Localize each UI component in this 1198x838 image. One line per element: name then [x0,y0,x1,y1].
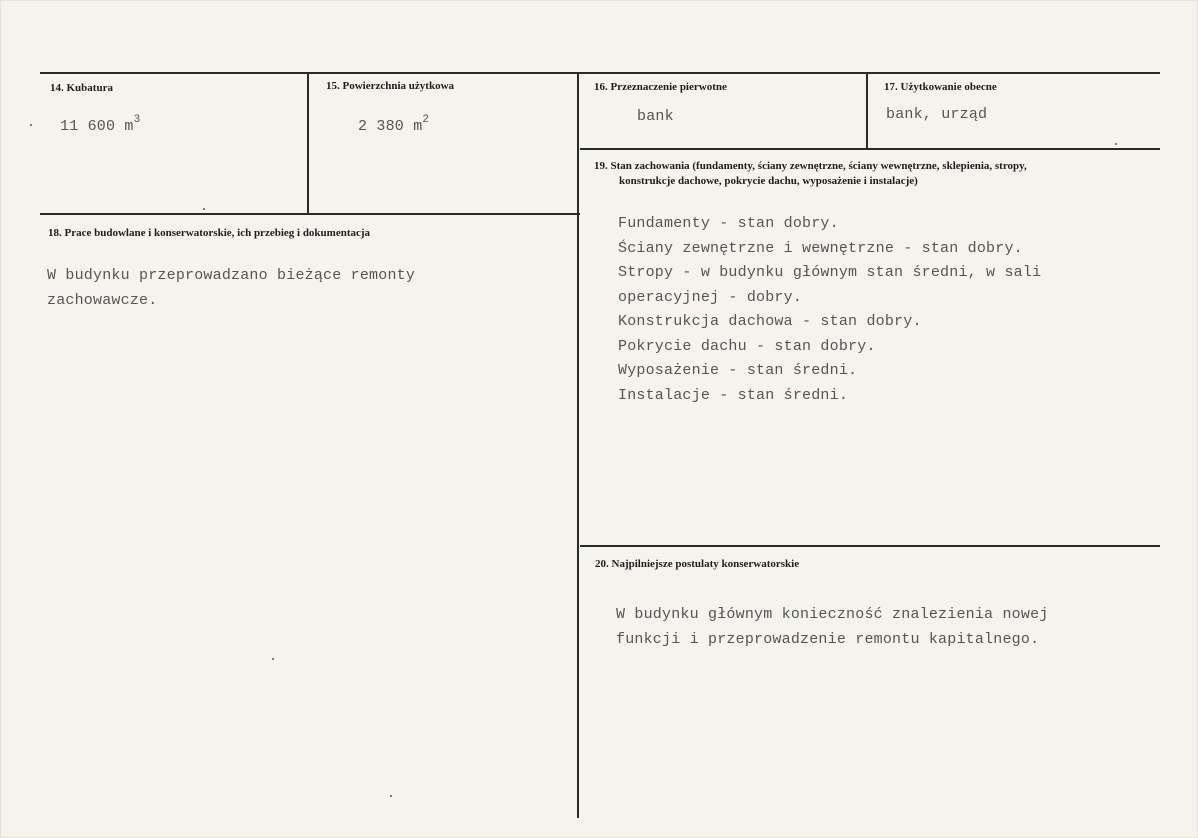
field-20-text [616,603,1048,652]
field-19-label-line-1: 19. Stan zachowania (fundamenty, ściany zewnętrzne, ściany wewnętrzne, sklepienia, stropy, [594,160,1027,172]
field-20-line: funkcji i przeprowadzenie remontu kapitalnego. [616,630,1040,648]
field-19-line: Wyposażenie - stan średni. [618,362,858,379]
field-15-label: 15. Powierzchnia użytkowa [326,80,455,92]
top-rule [40,72,1160,74]
paper-speck [30,124,32,126]
field-19-line: Fundamenty - stan dobry. [618,215,839,232]
field-19-line: Instalacje - stan średni. [618,386,849,404]
field-15-number: 2 380 m [358,118,423,135]
paper-speck [1115,143,1117,145]
field-14-exponent: 3 [133,114,141,126]
field-19-line: Konstrukcja dachowa - stan dobry. [618,313,922,330]
field-14-number: 11 600 m [60,118,134,135]
field-14-value [60,114,141,135]
field-19-line: Stropy - w budynku głównym stan średni, w sali [618,264,1042,281]
field-16-value: bank [637,108,674,125]
field-20-line: W budynku głównym konieczność znalezienia nowej [616,606,1049,623]
field-17-value: bank, urząd [886,106,988,123]
divider-14-15 [307,72,309,214]
field-14-label: 14. Kubatura [50,82,113,94]
paper-speck [390,795,392,797]
field-17-label: 17. Użytkowanie obecne [884,81,997,93]
field-19-text [618,212,1041,408]
field-19-line: operacyjnej - dobry. [618,288,803,306]
field-18-line: W budynku przeprowadzano bieżące remonty [47,267,416,284]
field-15-exponent: 2 [422,114,430,126]
field-18-label: 18. Prace budowlane i konserwatorskie, ich przebieg i dokumentacja [48,227,371,239]
left-bottom-rule-14-15 [40,213,580,215]
divider-16-17 [866,72,868,149]
field-18-line: zachowawcze. [47,291,158,309]
field-18-text [47,264,415,313]
right-rule-19-bottom [580,545,1160,547]
paper-speck [272,658,274,660]
field-19-line: Ściany zewnętrzne i wewnętrzne - stan dobry. [618,239,1023,257]
field-19-line: Pokrycie dachu - stan dobry. [618,337,876,355]
right-rule-16-17-bottom [580,148,1160,150]
field-16-label: 16. Przeznaczenie pierwotne [594,81,727,93]
center-divider [577,72,579,818]
paper-speck [203,208,205,210]
field-20-label: 20. Najpilniejsze postulaty konserwatorskie [595,558,800,570]
field-15-value [358,114,430,135]
field-19-label-line-2: konstrukcje dachowe, pokrycie dachu, wyposażenie i instalacje) [619,175,918,187]
